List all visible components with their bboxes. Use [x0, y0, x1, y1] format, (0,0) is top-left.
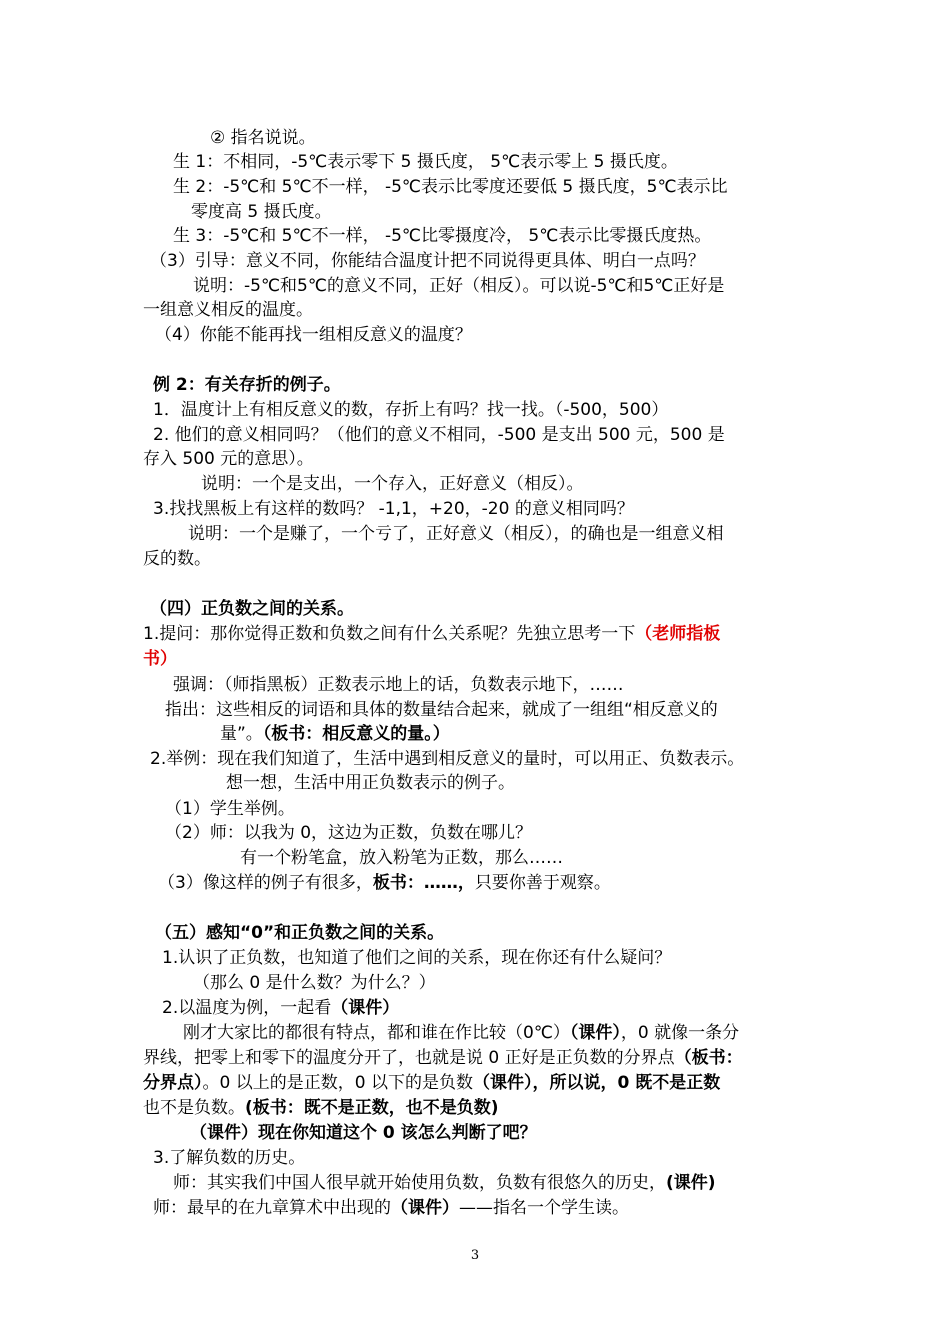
text-line: ② 指名说说。: [210, 128, 316, 148]
text-run-bold: （板书：: [674, 1048, 743, 1068]
text-line: [143, 623, 720, 645]
text-run-bold: (课件): [666, 1173, 716, 1193]
text-line: [143, 1097, 499, 1119]
text-run-bold: （课件）: [472, 1073, 533, 1093]
text-line-red: 书）: [143, 649, 177, 669]
text-line: 强调：（师指黑板）正数表示地上的话，负数表示地下，……: [173, 675, 624, 695]
text-run: 师：其实我们中国人很早就开始使用负数，负数有很悠久的历史，: [173, 1173, 666, 1193]
text-line: 零度高 5 摄氏度。: [191, 202, 332, 222]
text-run: （3）像这样的例子有很多，: [158, 873, 373, 893]
text-run: 1.提问：那你觉得正数和负数之间有什么关系呢？先独立思考一下: [143, 624, 636, 644]
text-line: 生 1：不相同，-5℃表示零下 5 摄氏度， 5℃表示零上 5 摄氏度。: [173, 152, 678, 172]
text-line: [183, 1022, 739, 1044]
text-line: 1．温度计上有相反意义的数，存折上有吗？找一找。（-500，500）: [153, 400, 669, 420]
section-heading: （五）感知“0”和正负数之间的关系。: [155, 923, 445, 943]
text-line: 生 2：-5℃和 5℃不一样， -5℃表示比零度还要低 5 摄氏度，5℃表示比: [173, 177, 728, 197]
text-run-red: （老师指板: [635, 624, 721, 644]
text-line: （2）师：以我为 0，这边为正数，负数在哪儿？: [165, 823, 533, 843]
text-run: ——指名一个学生读。: [459, 1198, 629, 1218]
section-heading: 例 2：有关存折的例子。: [153, 375, 341, 395]
text-line: 生 3：-5℃和 5℃不一样， -5℃比零摄度冷， 5℃表示比零摄氏度热。: [173, 226, 712, 246]
text-line: 1.认识了正负数，也知道了他们之间的关系，现在你还有什么疑问？: [162, 948, 672, 968]
text-run: 刚才大家比的都很有特点，都和谁在作比较（0℃）: [183, 1023, 570, 1043]
text-line: 2. 他们的意义相同吗？（他们的意义不相同，-500 是支出 500 元，500 是: [153, 425, 725, 445]
text-line: （4）你能不能再找一组相反意义的温度？: [155, 325, 472, 345]
text-run: 只要你善于观察。: [474, 873, 611, 893]
text-run: ，0 就像一条分: [620, 1023, 740, 1043]
text-run-bold: (板书：既不是正数，也不是负数): [245, 1098, 499, 1118]
text-run: 也不是负数。: [143, 1098, 245, 1118]
text-line: [220, 723, 450, 745]
text-line: [153, 1197, 629, 1219]
text-run: 界线，把零上和零下的温度分开了，也就是说 0 正好是正负数的分界点: [143, 1048, 675, 1068]
text-run-bold: ，所以说，0 既不是正数: [532, 1073, 721, 1093]
text-run: 量”。: [220, 724, 263, 744]
text-run: 。0 以上的是正数，0 以下的是负数: [202, 1073, 473, 1093]
page-number: 3: [470, 1248, 480, 1263]
text-line: （3）引导：意义不同，你能结合温度计把不同说得更具体、明白一点吗？: [150, 251, 705, 271]
text-line: [162, 997, 399, 1019]
text-line: 说明：一个是支出，一个存入，正好意义（相反）。: [201, 474, 584, 494]
text-line: 3.找找黑板上有这样的数吗？ -1,1，+20，-20 的意义相同吗？: [153, 499, 634, 519]
text-run-bold: （课件）: [391, 1198, 459, 1218]
text-line: 存入 500 元的意思）。: [143, 449, 314, 469]
text-line: [143, 1072, 720, 1094]
text-line: 指出：这些相反的词语和具体的数量结合起来，就成了一组组“相反意义的: [165, 700, 718, 720]
text-line: （那么 0 是什么数？为什么？）: [193, 973, 436, 993]
text-run-bold: （板书：相反意义的量。）: [262, 724, 450, 744]
text-line: （1）学生举例。: [165, 799, 295, 819]
text-line: [173, 1172, 716, 1194]
section-heading: （四）正负数之间的关系。: [150, 599, 354, 619]
text-line: 说明：-5℃和5℃的意义不同，正好（相反）。可以说-5℃和5℃正好是: [193, 276, 725, 296]
text-line: 有一个粉笔盒，放入粉笔为正数，那么……: [240, 848, 563, 868]
text-line: [158, 872, 611, 894]
text-line: 2.举例：现在我们知道了，生活中遇到相反意义的量时，可以用正、负数表示。: [150, 749, 745, 769]
text-line: 反的数。: [143, 549, 211, 569]
text-line-bold: （课件）现在你知道这个 0 该怎么判断了吧？: [190, 1123, 537, 1143]
text-run-bold: 分界点）: [143, 1073, 203, 1093]
text-line: 一组意义相反的温度。: [143, 300, 313, 320]
text-run-bold: （课件）: [569, 1023, 621, 1043]
text-line: 3.了解负数的历史。: [153, 1148, 306, 1168]
text-run-bold: 板书：……，: [372, 873, 475, 893]
text-line: 说明：一个是赚了，一个亏了，正好意义（相反），的确也是一组意义相: [188, 524, 724, 544]
text-run-bold: （课件）: [331, 998, 400, 1018]
text-line: 想一想，生活中用正负数表示的例子。: [226, 773, 515, 793]
text-run: 师：最早的在九章算术中出现的: [153, 1198, 391, 1218]
text-run: 2.以温度为例，一起看: [162, 998, 332, 1018]
text-line: [143, 1047, 743, 1069]
